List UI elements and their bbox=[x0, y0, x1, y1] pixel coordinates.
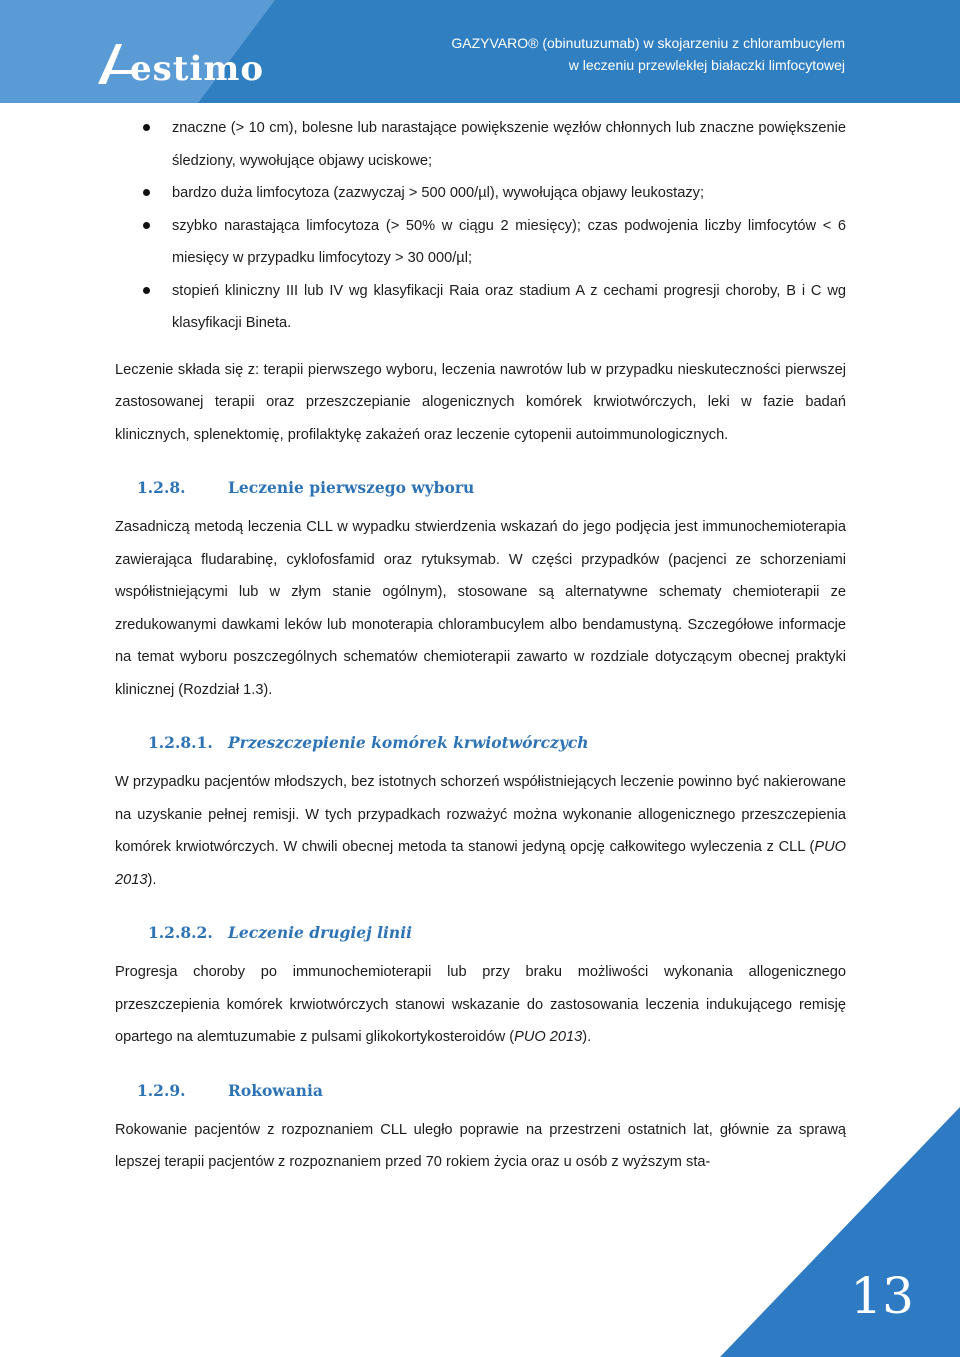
list-item: stopień kliniczny III lub IV wg klasyfikacji Raia oraz stadium A z cechami progresji choroby, B i C wg klasyfikacji Bineta. bbox=[115, 275, 846, 340]
page-number: 13 bbox=[850, 1267, 914, 1325]
document-body bbox=[115, 112, 846, 1179]
section-paragraph: W przypadku pacjentów młodszych, bez istotnych schorzeń współistniejących leczenie powinno być nakierowane na uzyskanie pełnej remisji. W tych przypadkach rozważyć można wykonanie allogenicznego przeszczepienia komórek krwiotwórczych. W chwili obecnej metoda ta stanowi jedyną opcję całkowitego wyleczenia z CLL (PUO 2013). bbox=[115, 774, 846, 888]
document-title-line2: w leczeniu przewlekłej białaczki limfocytowej bbox=[568, 57, 845, 73]
criteria-list bbox=[115, 112, 846, 340]
subsection-heading bbox=[115, 922, 846, 944]
section-number: 1.2.8.2. bbox=[148, 923, 213, 942]
bullet-icon bbox=[143, 124, 150, 131]
list-item: bardzo duża limfocytoza (zazwyczaj > 500 000/µl), wywołująca objawy leukostazy; bbox=[115, 177, 846, 210]
section-title: Przeszczepienie komórek krwiotwórczych bbox=[228, 733, 589, 752]
reference: PUO 2013 bbox=[514, 1029, 583, 1045]
section-title: Leczenie pierwszego wyboru bbox=[228, 478, 475, 497]
document-title bbox=[451, 32, 845, 76]
section-title: Rokowania bbox=[228, 1080, 323, 1100]
section-paragraph: Rokowanie pacjentów z rozpoznaniem CLL uległo poprawie na przestrzeni ostatnich lat, głównie za sprawą lepszej terapii pacjentów z rozpoznaniem przed 70 rokiem życia oraz u osób z wyższym sta- bbox=[115, 1121, 846, 1170]
section-number: 1.2.8.1. bbox=[148, 733, 213, 752]
logo bbox=[96, 40, 265, 89]
section-number: 1.2.8. bbox=[137, 478, 186, 497]
reference: PUO 2013 bbox=[115, 839, 846, 888]
bullet-icon bbox=[143, 287, 150, 294]
document-title-line1: GAZYVARO® (obinutuzumab) w skojarzeniu z chlorambucylem bbox=[451, 35, 845, 51]
intro-paragraph: Leczenie składa się z: terapii pierwszego wyboru, leczenia nawrotów lub w przypadku nieskuteczności pierwszej zastosowanej terapii oraz przeszczepianie alogenicznych komórek krwiotwórczych, leki w fazie badań klinicznych, splenektomię, profilaktykę zakażeń oraz leczenie cytopenii autoimmunologicznych. bbox=[115, 361, 846, 443]
list-item: znaczne (> 10 cm), bolesne lub narastające powiększenie węzłów chłonnych lub znaczne powiększenie śledziony, wywołujące objawy uciskowe; bbox=[115, 112, 846, 177]
section-heading bbox=[115, 477, 846, 499]
section-heading bbox=[115, 1080, 846, 1102]
subsection-heading bbox=[115, 732, 846, 754]
section-paragraph: Zasadniczą metodą leczenia CLL w wypadku stwierdzenia wskazań do jego podjęcia jest immunochemioterapia zawierająca fludarabinę, cyklofosfamid oraz rytuksymab. W części przypadków (pacjenci ze schorzeniami współistniejącymi lub w złym stanie ogólnym), stosowane są alternatywne schematy chemioterapii ze zredukowanymi dawkami leków lub monoterapia chlorambucylem albo bendamustyną. Szczegółowe informacje na temat wyboru poszczególnych schematów chemioterapii zawarto w rozdziale dotyczącym obecnej praktyki klinicznej (Rozdział 1.3). bbox=[115, 519, 846, 698]
bullet-icon bbox=[143, 222, 150, 229]
section-paragraph: Progresja choroby po immunochemioterapii lub przy braku możliwości wykonania allogenicznego przeszczepienia komórek krwiotwórczych stanowi wskazanie do zastosowania leczenia indukującego remisję opartego na alemtuzumabie z pulsami glikokortykosteroidów (PUO 2013). bbox=[115, 964, 846, 1045]
section-number: 1.2.9. bbox=[137, 1080, 186, 1100]
list-item: szybko narastająca limfocytoza (> 50% w ciągu 2 miesięcy); czas podwojenia liczby limfocytów < 6 miesięcy w przypadku limfocytozy > 30 000/µl; bbox=[115, 210, 846, 275]
section-title: Leczenie drugiej linii bbox=[228, 923, 412, 942]
logo-text: estimo bbox=[130, 49, 265, 89]
bullet-icon bbox=[143, 189, 150, 196]
